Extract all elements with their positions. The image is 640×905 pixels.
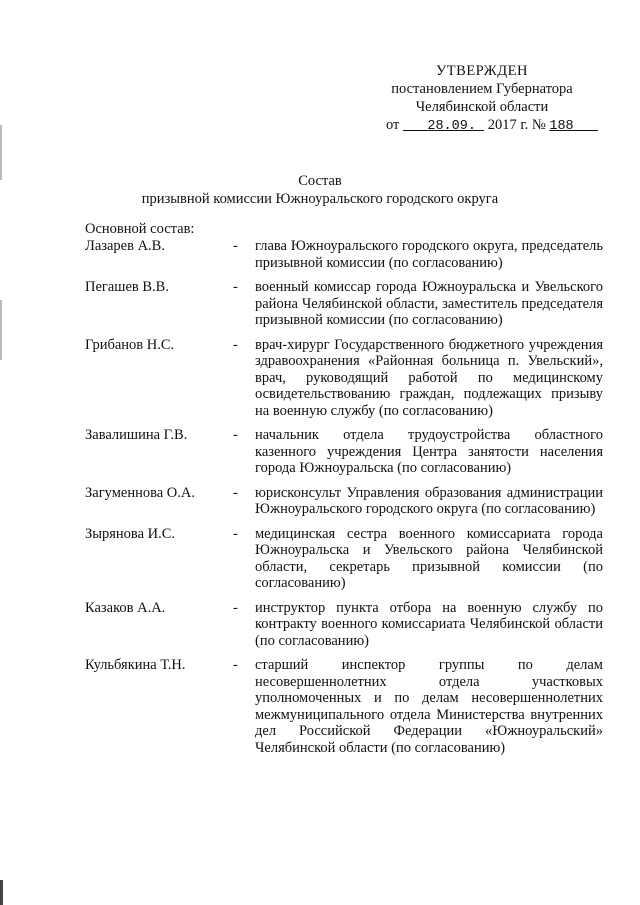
member-row — [85, 657, 603, 756]
member-name: Грибанов Н.С. — [85, 336, 175, 353]
member-dash: - — [233, 525, 238, 542]
document-title: Состав — [298, 173, 342, 189]
member-role: военный комиссар города Южноуральска и Увельского района Челябинской области, заместитель председателя призывной комиссии (по согласованию) — [255, 279, 603, 328]
member-role: инструктор пункта отбора на военную службу по контракту военного комиссариата Челябинской области (по согласованию) — [255, 599, 603, 649]
approval-year: 2017 г. № — [487, 117, 546, 133]
approval-stamp — [372, 62, 592, 136]
member-role: старший инспектор группы по делам несовершеннолетних отдела участковых уполномоченных и по делам несовершеннолетних межмуниципального отдела Министерства внутренних дел Российской Федерации «Южноуральский» Челябинской области (по согласованию) — [255, 657, 603, 756]
member-name: Завалишина Г.В. — [85, 427, 188, 443]
approval-dateline — [372, 116, 592, 136]
approval-line: Челябинской области — [415, 99, 549, 115]
member-name: Лазарев А.В. — [85, 238, 165, 254]
member-row — [85, 427, 603, 477]
member-name: Зырянова И.С. — [85, 525, 176, 542]
member-role: начальник отдела трудоустройства областного казенного учреждения Центра занятости населения города Южноуральска (по согласованию) — [255, 427, 603, 476]
member-name: Казаков А.А. — [85, 599, 166, 616]
member-name: Загуменнова О.А. — [85, 484, 195, 501]
date-prefix: от — [386, 117, 400, 133]
approval-heading: УТВЕРЖДЕН — [436, 63, 528, 79]
member-dash: - — [233, 484, 238, 501]
approval-date: 28.09. — [427, 119, 476, 134]
member-name: Кульбякина Т.Н. — [85, 657, 186, 673]
member-role: врач-хирург Государственного бюджетного учреждения здравоохранения «Районная больница п. Увельский», врач, руководящий работой по медицинскому освидетельствованию граждан, подлежащих призыву на военную службу (по согласованию) — [255, 336, 603, 419]
document-subtitle: призывной комиссии Южноуральского городского округа — [141, 191, 499, 207]
member-role: медицинская сестра военного комиссариата города Южноуральска и Увельского района Челябинской области, секретарь призывной комиссии (по согласованию) — [255, 525, 603, 591]
section-heading: Основной состав: — [85, 221, 195, 237]
member-row — [85, 600, 603, 650]
member-row — [85, 485, 603, 518]
member-role: юрисконсульт Управления образования администрации Южноуральского городского округа (по согласованию) — [255, 484, 603, 517]
member-name: Пегашев В.В. — [85, 279, 169, 295]
scan-edge-mark — [0, 300, 2, 360]
member-dash: - — [233, 657, 238, 673]
member-row — [85, 279, 603, 329]
approval-line: постановлением Губернатора — [391, 81, 573, 97]
member-dash: - — [233, 599, 238, 616]
member-row — [85, 526, 603, 592]
member-dash: - — [233, 279, 238, 295]
members-list — [85, 238, 603, 764]
approval-number: 188 — [549, 119, 574, 134]
member-row — [85, 337, 603, 420]
member-row — [85, 238, 603, 271]
member-role: глава Южноуральского городского округа, председатель призывной комиссии (по согласованию) — [255, 238, 603, 271]
scan-edge-mark — [0, 880, 3, 905]
member-dash: - — [233, 336, 238, 353]
member-dash: - — [233, 238, 238, 254]
member-dash: - — [233, 427, 238, 443]
